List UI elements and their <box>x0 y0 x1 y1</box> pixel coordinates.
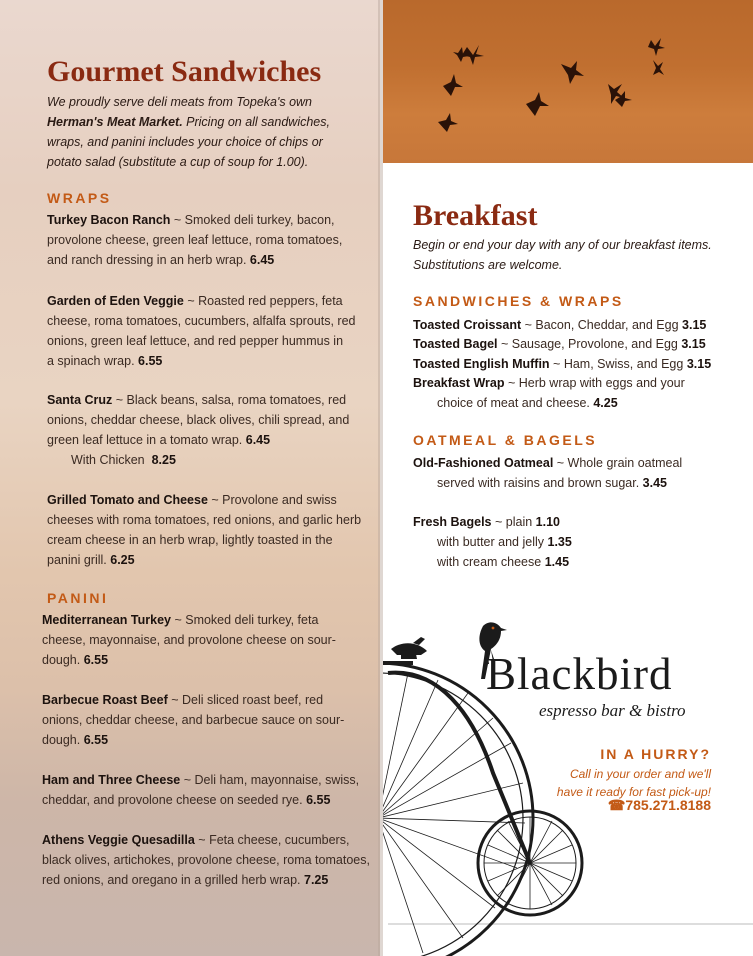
item-desc: ~ Herb wrap with eggs and your <box>504 376 685 390</box>
menu-item <box>413 315 748 335</box>
item-desc: cheese, mayonnaise, and provolone cheese on sour- <box>42 633 336 647</box>
hurry-line: have it ready for fast pick-up! <box>556 785 711 799</box>
option-price: 1.45 <box>544 555 570 569</box>
item-name: Fresh Bagels <box>413 515 492 529</box>
option-price: 1.35 <box>547 535 572 549</box>
item-desc-line <box>413 393 748 413</box>
item-desc: black olives, artichokes, provolone cheese, roma tomatoes, <box>42 853 370 867</box>
item-desc: ~ Smoked deli turkey, bacon, <box>170 213 335 227</box>
menu-item <box>42 610 372 670</box>
item-desc: cream cheese in an herb wrap, lightly toasted in the <box>47 533 333 547</box>
brand-tagline: espresso bar & bistro <box>539 701 686 720</box>
breakfast-title: Breakfast <box>413 199 538 232</box>
item-name: Mediterranean Turkey <box>42 613 171 627</box>
item-desc: onions, cheddar cheese, and barbecue sauce on sour- <box>42 713 345 727</box>
item-desc: onions, green leaf lettuce, and red pepper hummus in <box>47 334 344 348</box>
oatmeal-bagels-heading: OATMEAL & BAGELS <box>413 432 598 448</box>
item-price: 6.55 <box>83 733 109 747</box>
menu-item <box>47 291 372 371</box>
sandwiches-title: Gourmet Sandwiches <box>47 55 322 88</box>
item-desc: ~ Deli sliced roast beef, red <box>167 693 324 707</box>
item-name: Old-Fashioned Oatmeal <box>413 456 554 470</box>
item-desc: ~ Whole grain oatmeal <box>553 456 683 470</box>
option-label: With Chicken <box>71 453 145 467</box>
item-desc: panini grill. <box>47 553 107 567</box>
item-desc: ~ Sausage, Provolone, and Egg <box>497 337 678 351</box>
item-price: 6.45 <box>249 253 275 267</box>
phone-icon: ☎ <box>607 797 626 813</box>
item-desc: served with raisins and brown sugar. <box>437 476 640 490</box>
item-name: Santa Cruz <box>47 393 113 407</box>
item-name: Barbecue Roast Beef <box>42 693 168 707</box>
item-desc: a spinach wrap. <box>47 354 135 368</box>
intro-line: Begin or end your day with any of our breakfast items. <box>413 238 712 252</box>
item-desc: ~ plain <box>491 515 533 529</box>
hurry-line: Call in your order and we'll <box>569 767 711 781</box>
menu-item <box>413 453 748 493</box>
item-price: 1.10 <box>535 515 560 529</box>
item-name: Garden of Eden Veggie <box>47 294 184 308</box>
menu-item <box>47 490 372 570</box>
item-desc: cheese, roma tomatoes, cucumbers, alfalfa sprouts, red <box>47 314 356 328</box>
item-desc: cheddar, and provolone cheese on seeded rye. <box>42 793 303 807</box>
menu-item <box>413 373 748 413</box>
item-name: Ham and Three Cheese <box>42 773 181 787</box>
intro-line: Substitutions are welcome. <box>413 258 563 272</box>
item-price: 3.15 <box>686 357 712 371</box>
intro-line: We proudly serve deli meats from Topeka's own <box>47 95 313 109</box>
item-price: 4.25 <box>593 396 618 410</box>
item-desc: cheeses with roma tomatoes, red onions, and garlic herb <box>47 513 362 527</box>
panini-heading: PANINI <box>47 590 109 606</box>
item-desc-line <box>413 473 748 493</box>
item-desc: choice of meat and cheese. <box>437 396 590 410</box>
item-desc: provolone cheese, green leaf lettuce, roma tomatoes, <box>47 233 343 247</box>
hurry-message <box>471 765 711 801</box>
item-desc: ~ Ham, Swiss, and Egg <box>549 357 684 371</box>
menu-item <box>47 210 372 270</box>
wraps-heading: WRAPS <box>47 190 112 206</box>
option-price: 8.25 <box>151 453 176 467</box>
item-name: Breakfast Wrap <box>413 376 505 390</box>
flying-birds-icon <box>383 0 753 163</box>
item-option <box>413 552 748 572</box>
item-desc: dough. <box>42 653 81 667</box>
item-price: 6.55 <box>138 354 163 368</box>
item-desc: ~ Smoked deli turkey, feta <box>170 613 319 627</box>
hurry-heading: IN A HURRY? <box>600 746 711 762</box>
item-name: Grilled Tomato and Cheese <box>47 493 208 507</box>
item-name: Athens Veggie Quesadilla <box>42 833 195 847</box>
phone-number[interactable] <box>608 797 711 814</box>
sunset-sky-photo <box>383 0 753 163</box>
brand-name: Blackbird <box>486 649 673 699</box>
item-price: 6.55 <box>306 793 331 807</box>
item-option <box>47 450 372 470</box>
intro-line: Pricing on all sandwiches, <box>182 115 330 129</box>
sandwiches-intro <box>47 92 372 172</box>
menu-item <box>42 690 372 750</box>
menu-item <box>413 334 748 354</box>
breakfast-panel <box>383 163 753 956</box>
item-name: Toasted English Muffin <box>413 357 550 371</box>
item-price: 6.45 <box>245 433 271 447</box>
menu-item <box>413 512 748 572</box>
phone-text: 785.271.8188 <box>625 797 711 813</box>
breakfast-intro <box>413 235 748 275</box>
sandwiches-wraps-heading: SANDWICHES & WRAPS <box>413 293 624 309</box>
menu-item <box>42 770 372 810</box>
item-name: Turkey Bacon Ranch <box>47 213 171 227</box>
item-price: 3.45 <box>642 476 668 490</box>
item-name: Toasted Croissant <box>413 318 522 332</box>
item-desc: ~ Bacon, Cheddar, and Egg <box>521 318 679 332</box>
item-desc: onions, cheddar cheese, black olives, chili spread, and <box>47 413 350 427</box>
item-desc: ~ Deli ham, mayonnaise, swiss, <box>180 773 360 787</box>
option-label: with butter and jelly <box>437 535 545 549</box>
item-desc: ~ Roasted red peppers, feta <box>183 294 343 308</box>
menu-item <box>413 354 748 374</box>
item-option <box>413 532 748 552</box>
item-price: 6.55 <box>83 653 109 667</box>
item-desc: red onions, and oregano in a grilled herb wrap. <box>42 873 301 887</box>
item-price: 6.25 <box>110 553 135 567</box>
menu-item <box>42 830 372 890</box>
item-price: 3.15 <box>681 337 706 351</box>
intro-line: wraps, and panini includes your choice of chips or <box>47 135 323 149</box>
item-desc: ~ Feta cheese, cucumbers, <box>194 833 350 847</box>
item-desc: dough. <box>42 733 81 747</box>
intro-line: potato salad (substitute a cup of soup for 1.00). <box>47 155 309 169</box>
menu-item <box>47 390 372 470</box>
item-name: Toasted Bagel <box>413 337 498 351</box>
item-desc: green leaf lettuce in a tomato wrap. <box>47 433 243 447</box>
intro-bold: Herman's Meat Market. <box>47 115 183 129</box>
item-price: 3.15 <box>682 318 707 332</box>
item-desc: and ranch dressing in an herb wrap. <box>47 253 247 267</box>
option-label: with cream cheese <box>437 555 542 569</box>
item-desc: ~ Black beans, salsa, roma tomatoes, red <box>112 393 347 407</box>
item-price: 7.25 <box>304 873 329 887</box>
item-desc: ~ Provolone and swiss <box>207 493 337 507</box>
